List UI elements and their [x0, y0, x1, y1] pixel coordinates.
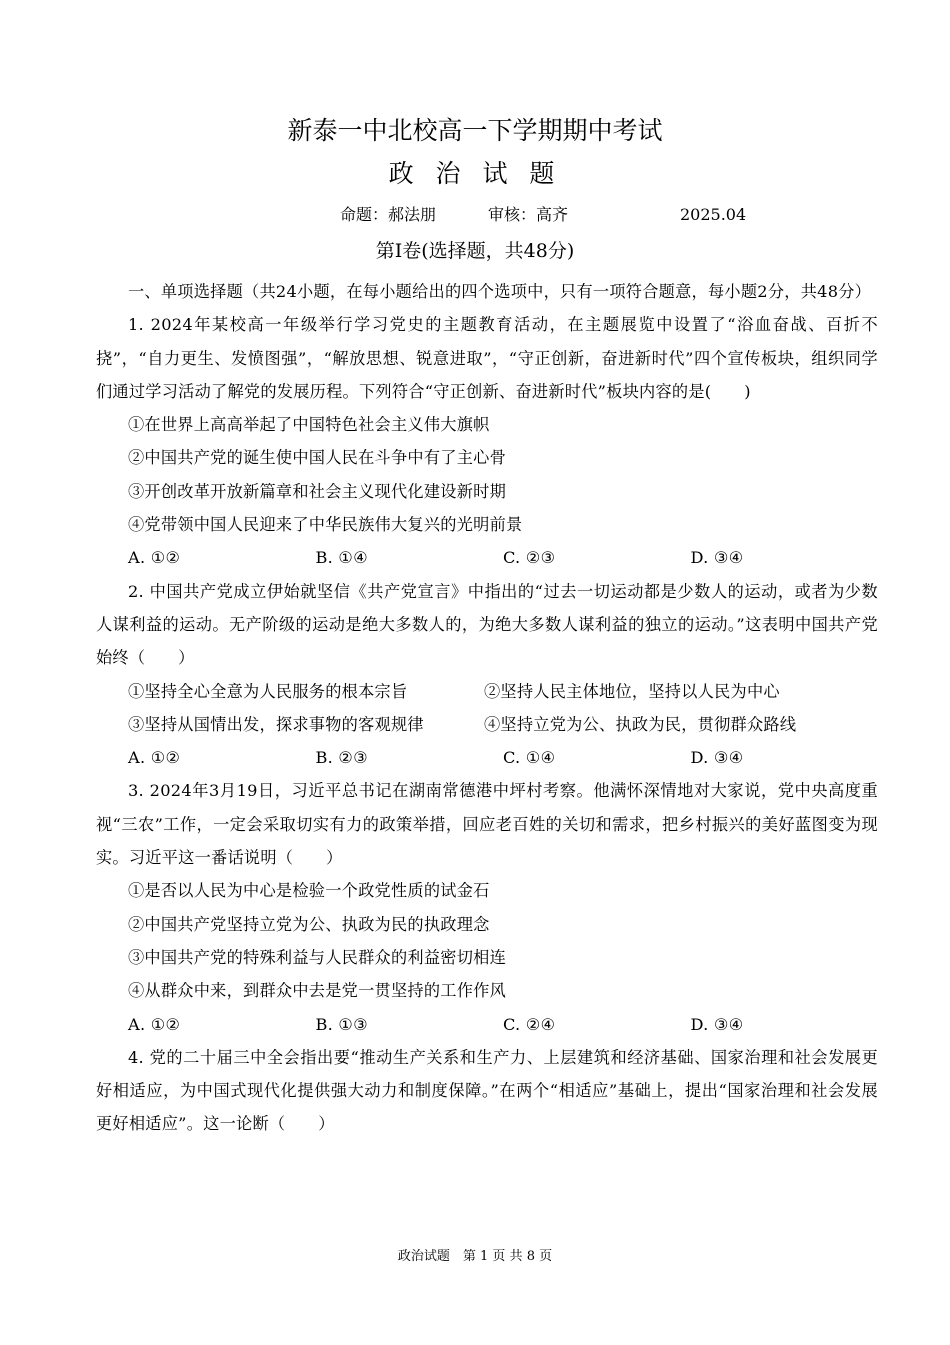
statement-option: ①是否以人民为中心是检验一个政党性质的试金石: [128, 881, 490, 901]
choice-b: B. ①④: [315, 548, 368, 568]
question-stem: 2. 中国共产党成立伊始就坚信《共产党宣言》中指出的“过去一切运动都是少数人的运动，或者为少数人谋利益的运动。无产阶级的运动是绝大多数人的，为绝大多数人谋利益的独立的运动。”这表明中国共产党始终（ ）: [96, 581, 878, 668]
choice-a: A. ①②: [128, 548, 181, 568]
statement-option: ③中国共产党的特殊利益与人民群众的利益密切相连: [128, 947, 507, 967]
choice-c: C. ②④: [503, 1014, 556, 1034]
statement-option: ①坚持全心全意为人民服务的根本宗旨: [128, 681, 408, 701]
choice-c: C. ①④: [503, 748, 556, 768]
statement-row: [96, 675, 878, 708]
statement-option: ③坚持从国情出发，探求事物的客观规律: [128, 714, 424, 734]
author-label: 命题：郝法朋: [340, 205, 437, 224]
choice-a: A. ①②: [128, 1014, 181, 1034]
choice-d: D. ③④: [690, 548, 744, 568]
statement-option: ②坚持人民主体地位，坚持以人民为中心: [484, 681, 780, 701]
exam-meta: [340, 202, 746, 228]
question-3: [96, 774, 878, 1040]
choice-b: B. ①③: [315, 1014, 368, 1034]
question-stem: 4. 党的二十届三中全会指出要“推动生产关系和生产力、上层建筑和经济基础、国家治理和社会发展更好相适应，为中国式现代化提供强大动力和制度保障。”在两个“相适应”基础上，提出“国家治理和社会发展更好相适应”。这一论断（ ）: [96, 1047, 878, 1134]
statement-option: ②中国共产党的诞生使中国人民在斗争中有了主心骨: [128, 448, 507, 468]
choice-d: D. ③④: [690, 1014, 744, 1034]
question-stem: 1. 2024年某校高一年级举行学习党史的主题教育活动，在主题展览中设置了“浴血奋战、百折不挠”，“自力更生、发愤图强”，“解放思想、锐意进取”，“守正创新，奋进新时代”四个宣传板块，组织同学们通过学习活动了解党的发展历程。下列符合“守正创新、奋进新时代”板块内容的是( ): [96, 315, 878, 401]
school-exam-title: 新泰一中北校高一下学期期中考试: [287, 116, 663, 145]
answer-choices: [96, 541, 878, 574]
statement-option: ①在世界上高高举起了中国特色社会主义伟大旗帜: [128, 415, 490, 435]
statement-row: [96, 708, 878, 741]
statement-option: ④党带领中国人民迎来了中华民族伟大复兴的光明前景: [128, 515, 523, 535]
reviewer-label: 审核：高齐: [488, 205, 569, 224]
section-title: 第Ⅰ卷(选择题，共48分): [375, 240, 575, 262]
choice-c: C. ②③: [503, 548, 556, 568]
choice-a: A. ①②: [128, 748, 181, 768]
question-2: [96, 575, 878, 775]
question-body: [96, 275, 878, 1141]
choice-b: B. ②③: [315, 748, 368, 768]
exam-date: 2025.04: [680, 205, 747, 224]
choice-d: D. ③④: [690, 748, 744, 768]
statement-option: ④坚持立党为公、执政为民，贯彻群众路线: [484, 714, 797, 734]
answer-choices: [96, 1008, 878, 1041]
answer-choices: [96, 741, 878, 774]
instructions: 一、单项选择题（共24小题，在每小题给出的四个选项中，只有一项符合题意，每小题2分，共48分）: [128, 282, 872, 301]
question-1: [96, 308, 878, 574]
subject-title: 政 治 试 题: [388, 159, 562, 188]
question-stem: 3. 2024年3月19日，习近平总书记在湖南常德港中坪村考察。他满怀深情地对大家说，党中央高度重视“三农”工作，一定会采取切实有力的政策举措，回应老百姓的关切和需求，把乡村振兴的美好蓝图变为现实。习近平这一番话说明（ ）: [96, 781, 878, 868]
statement-option: ③开创改革开放新篇章和社会主义现代化建设新时期: [128, 481, 507, 501]
page-footer: 政治试题 第 1 页 共 8 页: [397, 1249, 553, 1264]
statement-option: ②中国共产党坚持立党为公、执政为民的执政理念: [128, 914, 490, 934]
question-4: [96, 1041, 878, 1141]
statement-option: ④从群众中来，到群众中去是党一贯坚持的工作作风: [128, 981, 507, 1001]
